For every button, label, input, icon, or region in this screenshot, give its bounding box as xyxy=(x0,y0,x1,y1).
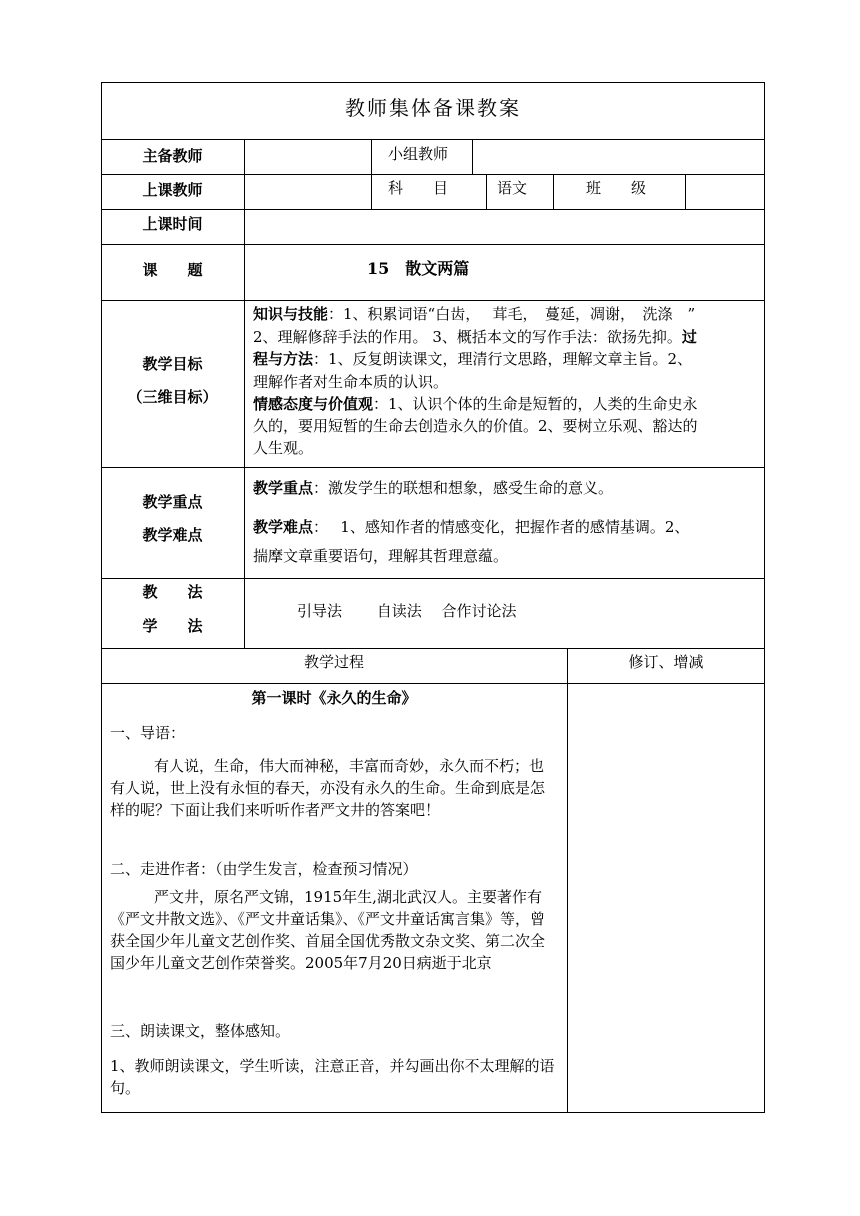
reading-step xyxy=(110,1055,556,1099)
teach-method-label: 教 法 xyxy=(142,583,203,601)
main-teacher-label: 主备教师 xyxy=(142,147,203,165)
difficulty-text xyxy=(253,517,689,537)
learn-method-label: 学 法 xyxy=(142,617,203,635)
row-divider xyxy=(101,139,765,140)
goals-line xyxy=(253,327,697,347)
goals-process-heading: 程与方法 xyxy=(253,350,314,368)
row-divider xyxy=(101,209,765,210)
author-text: 严文井，原名严文锦，1915年生,湖北武汉人。主要著作有《严文井散文选》、《严文井童话集》、《严文井童话寓言集》等，曾获全国少年儿童文艺创作奖、首届全国优秀散文杂文奖、第二次全国少年儿童文艺创作荣誉奖。2005年7月20日病逝于北京 xyxy=(110,888,546,972)
row-divider xyxy=(101,300,765,301)
focus-label: 教学重点 xyxy=(142,493,203,511)
revision-header: 修订、增减 xyxy=(628,653,704,671)
author-paragraph xyxy=(110,886,556,974)
goals-line: 久的，要用短暂的生命去创造永久的价值。2、要树立乐观、豁达的 xyxy=(253,417,698,435)
focus-body: ：激发学生的联想和想象，感受生命的意义。 xyxy=(313,479,614,497)
goals-emotion-heading: 情感态度与价值观 xyxy=(253,395,374,413)
group-teacher-label: 小组教师 xyxy=(388,145,449,163)
class-label: 班 级 xyxy=(586,179,647,197)
page-title: 教师集体备课教案 xyxy=(345,96,521,120)
goals-line xyxy=(253,304,695,324)
col-divider xyxy=(567,648,568,1113)
focus-heading: 教学重点 xyxy=(253,479,314,497)
row-divider xyxy=(101,174,765,175)
subject-value: 语文 xyxy=(497,179,528,197)
row-divider xyxy=(101,683,765,684)
goals-line xyxy=(253,394,698,414)
methods-value: 引导法 自读法 合作讨论法 xyxy=(297,602,517,620)
process-table xyxy=(101,648,765,1113)
col-divider xyxy=(244,139,245,649)
section-heading: 二、走进作者：（由学生发言，检查预习情况） xyxy=(110,860,418,878)
col-divider xyxy=(685,174,686,209)
section-heading: 一、导语： xyxy=(110,724,186,742)
row-divider xyxy=(101,244,765,245)
goals-line xyxy=(253,349,692,369)
difficulty-heading: 教学难点 xyxy=(253,518,314,536)
class-teacher-label: 上课教师 xyxy=(142,181,203,199)
focus-text xyxy=(253,478,613,498)
goals-label: 教学目标 xyxy=(142,355,203,373)
goals-process-heading: 过 xyxy=(681,328,697,346)
process-header: 教学过程 xyxy=(303,653,364,671)
col-divider xyxy=(472,139,473,174)
goals-text: ：1、积累词语“白齿， 茸毛， 蔓延，凋谢， 洗涤 ” xyxy=(328,305,696,323)
goals-text: ：1、认识个体的生命是短暂的，人类的生命史永 xyxy=(373,395,698,413)
goals-text: 2、理解修辞手法的作用。 3、概括本文的写作手法：欲扬先抑。 xyxy=(253,328,682,346)
goals-line: 理解作者对生命本质的认识。 xyxy=(253,373,449,391)
difficulty-body: ： 1、感知作者的情感变化，把握作者的感情基调。2、 xyxy=(313,518,690,536)
subject-label: 科 目 xyxy=(388,179,449,197)
goals-knowledge-heading: 知识与技能 xyxy=(253,305,329,323)
difficulty-text: 揣摩文章重要语句，理解其哲理意蕴。 xyxy=(253,547,509,565)
col-divider xyxy=(486,174,487,209)
lesson-title: 第一课时《永久的生命》 xyxy=(251,689,417,707)
section-heading: 三、朗读课文，整体感知。 xyxy=(110,1022,291,1040)
topic-value: 15 散文两篇 xyxy=(367,259,470,278)
row-divider xyxy=(101,467,765,468)
time-label: 上课时间 xyxy=(142,215,203,233)
col-divider xyxy=(553,174,554,209)
difficulty-label: 教学难点 xyxy=(142,526,203,544)
reading-step-text: 1、教师朗读课文，学生听读，注意正音，并勾画出你不太理解的语句。 xyxy=(110,1057,555,1097)
intro-paragraph xyxy=(110,755,556,821)
intro-text: 有人说，生命，伟大而神秘，丰富而奇妙，永久而不朽；也有人说，世上没有永恒的春天，亦没有永久的生命。生命到底是怎样的呢？下面让我们来听听作者严文井的答案吧！ xyxy=(110,757,546,819)
topic-label: 课 题 xyxy=(142,261,203,279)
row-divider xyxy=(101,578,765,579)
col-divider xyxy=(371,139,372,209)
goals-text: ：1、反复朗读课文，理清行文思路，理解文章主旨。2、 xyxy=(313,350,693,368)
goals-line: 人生观。 xyxy=(253,439,314,457)
goals-sublabel: （三维目标） xyxy=(127,388,218,406)
